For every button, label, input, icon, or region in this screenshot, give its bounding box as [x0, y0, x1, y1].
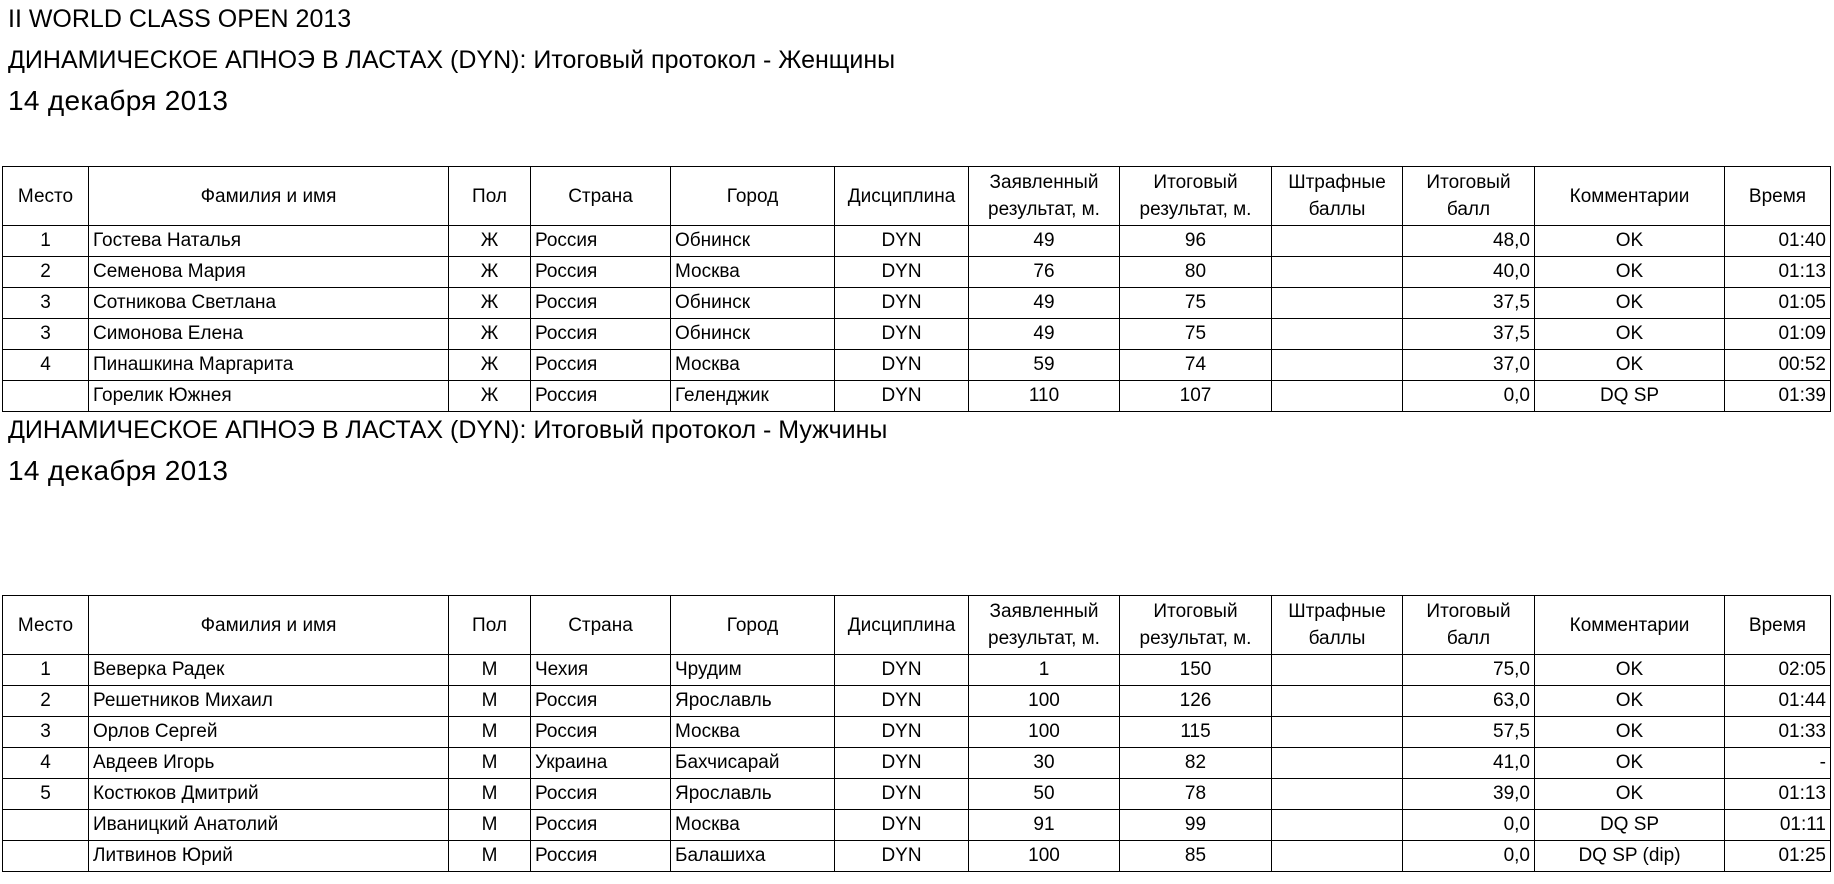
cell-place: 4 [3, 350, 89, 381]
cell-points: 48,0 [1403, 226, 1535, 257]
col-header-comments: Комментарии [1535, 596, 1725, 655]
cell-penalty [1272, 748, 1403, 779]
cell-penalty [1272, 350, 1403, 381]
cell-city: Геленджик [671, 381, 835, 412]
cell-place: 1 [3, 655, 89, 686]
cell-country: Россия [531, 350, 671, 381]
cell-declared: 59 [969, 350, 1120, 381]
cell-comment: OK [1535, 655, 1725, 686]
cell-points: 37,5 [1403, 319, 1535, 350]
cell-discipline: DYN [835, 841, 969, 872]
col-header-final [1120, 167, 1272, 226]
cell-penalty [1272, 381, 1403, 412]
table-row [3, 381, 1831, 412]
header-line: Итоговый [1153, 601, 1238, 622]
cell-sex: Ж [449, 319, 531, 350]
header-line: Заявленный [989, 601, 1099, 622]
cell-time: 02:05 [1725, 655, 1831, 686]
cell-place [3, 381, 89, 412]
cell-discipline: DYN [835, 257, 969, 288]
cell-name: Литвинов Юрий [89, 841, 449, 872]
header-line: Итоговый [1153, 172, 1238, 193]
cell-sex: Ж [449, 288, 531, 319]
col-header-place: Место [3, 596, 89, 655]
col-header-name: Фамилия и имя [89, 167, 449, 226]
cell-sex: М [449, 841, 531, 872]
cell-declared: 110 [969, 381, 1120, 412]
col-header-discipline: Дисциплина [835, 167, 969, 226]
cell-country: Россия [531, 841, 671, 872]
table-row [3, 257, 1831, 288]
cell-time: 01:09 [1725, 319, 1831, 350]
header-line: балл [1446, 199, 1491, 220]
cell-declared: 100 [969, 717, 1120, 748]
table-row [3, 841, 1831, 872]
cell-final: 99 [1120, 810, 1272, 841]
cell-sex: М [449, 810, 531, 841]
header-line: баллы [1308, 199, 1366, 220]
cell-time: 01:40 [1725, 226, 1831, 257]
cell-final: 82 [1120, 748, 1272, 779]
header-line: результат, м. [988, 628, 1100, 649]
cell-points: 0,0 [1403, 381, 1535, 412]
cell-country: Россия [531, 779, 671, 810]
cell-comment: OK [1535, 686, 1725, 717]
cell-name: Орлов Сергей [89, 717, 449, 748]
cell-country: Россия [531, 226, 671, 257]
cell-name: Костюков Дмитрий [89, 779, 449, 810]
cell-place: 3 [3, 319, 89, 350]
cell-time: 01:44 [1725, 686, 1831, 717]
cell-comment: DQ SP [1535, 381, 1725, 412]
cell-time: 01:13 [1725, 779, 1831, 810]
cell-sex: М [449, 686, 531, 717]
cell-sex: М [449, 748, 531, 779]
col-header-discipline: Дисциплина [835, 596, 969, 655]
cell-declared: 49 [969, 319, 1120, 350]
cell-comment: OK [1535, 288, 1725, 319]
cell-comment: OK [1535, 748, 1725, 779]
cell-sex: М [449, 655, 531, 686]
cell-penalty [1272, 226, 1403, 257]
cell-penalty [1272, 779, 1403, 810]
cell-time: 01:25 [1725, 841, 1831, 872]
cell-declared: 49 [969, 288, 1120, 319]
cell-name: Симонова Елена [89, 319, 449, 350]
cell-discipline: DYN [835, 748, 969, 779]
cell-place: 2 [3, 257, 89, 288]
col-header-points [1403, 167, 1535, 226]
cell-final: 75 [1120, 288, 1272, 319]
cell-comment: OK [1535, 350, 1725, 381]
header-line: результат, м. [1139, 628, 1252, 649]
cell-place: 2 [3, 686, 89, 717]
cell-name: Авдеев Игорь [89, 748, 449, 779]
cell-place [3, 810, 89, 841]
cell-final: 107 [1120, 381, 1272, 412]
cell-penalty [1272, 319, 1403, 350]
cell-final: 126 [1120, 686, 1272, 717]
header-line: баллы [1308, 628, 1366, 649]
cell-name: Решетников Михаил [89, 686, 449, 717]
header-row [3, 167, 1831, 226]
cell-city: Москва [671, 350, 835, 381]
cell-points: 63,0 [1403, 686, 1535, 717]
cell-city: Обнинск [671, 226, 835, 257]
cell-city: Балашиха [671, 841, 835, 872]
table-row [3, 779, 1831, 810]
cell-sex: Ж [449, 381, 531, 412]
cell-country: Россия [531, 717, 671, 748]
cell-discipline: DYN [835, 686, 969, 717]
cell-penalty [1272, 257, 1403, 288]
cell-country: Россия [531, 381, 671, 412]
cell-declared: 1 [969, 655, 1120, 686]
cell-penalty [1272, 686, 1403, 717]
men-section-heading: ДИНАМИЧЕСКОЕ АПНОЭ В ЛАСТАХ (DYN): Итоговый протокол - Мужчины [8, 416, 888, 444]
cell-penalty [1272, 288, 1403, 319]
cell-declared: 49 [969, 226, 1120, 257]
col-header-declared [969, 596, 1120, 655]
cell-final: 78 [1120, 779, 1272, 810]
cell-final: 85 [1120, 841, 1272, 872]
col-header-time: Время [1725, 167, 1831, 226]
col-header-declared [969, 167, 1120, 226]
table-row [3, 686, 1831, 717]
cell-city: Москва [671, 810, 835, 841]
cell-country: Россия [531, 810, 671, 841]
cell-city: Обнинск [671, 319, 835, 350]
men-section-date: 14 декабря 2013 [8, 455, 229, 486]
cell-discipline: DYN [835, 288, 969, 319]
cell-sex: Ж [449, 257, 531, 288]
cell-final: 150 [1120, 655, 1272, 686]
cell-city: Чрудим [671, 655, 835, 686]
cell-country: Чехия [531, 655, 671, 686]
cell-sex: Ж [449, 226, 531, 257]
cell-sex: М [449, 717, 531, 748]
col-header-comments: Комментарии [1535, 167, 1725, 226]
col-header-penalty [1272, 596, 1403, 655]
header-row [3, 596, 1831, 655]
cell-sex: М [449, 779, 531, 810]
cell-city: Ярославль [671, 779, 835, 810]
col-header-points [1403, 596, 1535, 655]
cell-city: Ярославль [671, 686, 835, 717]
cell-comment: OK [1535, 257, 1725, 288]
cell-discipline: DYN [835, 810, 969, 841]
cell-points: 40,0 [1403, 257, 1535, 288]
col-header-time: Время [1725, 596, 1831, 655]
table-row [3, 319, 1831, 350]
cell-country: Россия [531, 257, 671, 288]
col-header-city: Город [671, 596, 835, 655]
cell-comment: DQ SP (dip) [1535, 841, 1725, 872]
women-section-date: 14 декабря 2013 [8, 85, 229, 116]
cell-final: 96 [1120, 226, 1272, 257]
cell-time: - [1725, 748, 1831, 779]
cell-time: 01:33 [1725, 717, 1831, 748]
cell-time: 00:52 [1725, 350, 1831, 381]
cell-name: Иваницкий Анатолий [89, 810, 449, 841]
cell-discipline: DYN [835, 226, 969, 257]
cell-comment: DQ SP [1535, 810, 1725, 841]
cell-declared: 30 [969, 748, 1120, 779]
cell-penalty [1272, 655, 1403, 686]
cell-declared: 100 [969, 841, 1120, 872]
cell-points: 75,0 [1403, 655, 1535, 686]
cell-points: 41,0 [1403, 748, 1535, 779]
cell-discipline: DYN [835, 779, 969, 810]
cell-final: 74 [1120, 350, 1272, 381]
cell-country: Украина [531, 748, 671, 779]
women-results-table [2, 166, 1831, 412]
cell-place: 4 [3, 748, 89, 779]
header-line: Заявленный [989, 172, 1099, 193]
header-line: результат, м. [1139, 199, 1252, 220]
cell-final: 80 [1120, 257, 1272, 288]
cell-place: 3 [3, 288, 89, 319]
cell-time: 01:05 [1725, 288, 1831, 319]
header-line: Итоговый [1426, 172, 1511, 193]
cell-points: 39,0 [1403, 779, 1535, 810]
cell-time: 01:39 [1725, 381, 1831, 412]
cell-declared: 100 [969, 686, 1120, 717]
header-line: Итоговый [1426, 601, 1511, 622]
col-header-sex: Пол [449, 167, 531, 226]
col-header-country: Страна [531, 167, 671, 226]
table-row [3, 717, 1831, 748]
cell-discipline: DYN [835, 655, 969, 686]
table-row [3, 748, 1831, 779]
cell-comment: OK [1535, 319, 1725, 350]
header-line: Штрафные [1288, 601, 1386, 622]
col-header-sex: Пол [449, 596, 531, 655]
cell-points: 0,0 [1403, 841, 1535, 872]
col-header-name: Фамилия и имя [89, 596, 449, 655]
cell-country: Россия [531, 288, 671, 319]
cell-points: 37,5 [1403, 288, 1535, 319]
cell-city: Обнинск [671, 288, 835, 319]
table-row [3, 226, 1831, 257]
cell-city: Москва [671, 257, 835, 288]
cell-country: Россия [531, 686, 671, 717]
cell-name: Веверка Радек [89, 655, 449, 686]
cell-place [3, 841, 89, 872]
men-results-table [2, 595, 1831, 872]
cell-final: 115 [1120, 717, 1272, 748]
col-header-city: Город [671, 167, 835, 226]
col-header-country: Страна [531, 596, 671, 655]
col-header-place: Место [3, 167, 89, 226]
cell-comment: OK [1535, 717, 1725, 748]
cell-name: Гостева Наталья [89, 226, 449, 257]
cell-name: Семенова Мария [89, 257, 449, 288]
cell-declared: 91 [969, 810, 1120, 841]
col-header-penalty [1272, 167, 1403, 226]
women-section-heading: ДИНАМИЧЕСКОЕ АПНОЭ В ЛАСТАХ (DYN): Итоговый протокол - Женщины [8, 46, 896, 74]
cell-city: Москва [671, 717, 835, 748]
cell-country: Россия [531, 319, 671, 350]
cell-discipline: DYN [835, 319, 969, 350]
cell-comment: OK [1535, 779, 1725, 810]
cell-points: 57,5 [1403, 717, 1535, 748]
cell-comment: OK [1535, 226, 1725, 257]
cell-points: 0,0 [1403, 810, 1535, 841]
cell-city: Бахчисарай [671, 748, 835, 779]
event-title: II WORLD CLASS OPEN 2013 [8, 5, 352, 33]
cell-place: 3 [3, 717, 89, 748]
cell-time: 01:13 [1725, 257, 1831, 288]
table-row [3, 810, 1831, 841]
header-line: балл [1446, 628, 1491, 649]
cell-penalty [1272, 717, 1403, 748]
cell-name: Пинашкина Маргарита [89, 350, 449, 381]
cell-place: 1 [3, 226, 89, 257]
cell-sex: Ж [449, 350, 531, 381]
cell-declared: 76 [969, 257, 1120, 288]
header-line: Штрафные [1288, 172, 1386, 193]
cell-discipline: DYN [835, 350, 969, 381]
table-row [3, 288, 1831, 319]
col-header-final [1120, 596, 1272, 655]
cell-final: 75 [1120, 319, 1272, 350]
cell-discipline: DYN [835, 381, 969, 412]
cell-name: Горелик Южнея [89, 381, 449, 412]
cell-place: 5 [3, 779, 89, 810]
cell-points: 37,0 [1403, 350, 1535, 381]
cell-name: Сотникова Светлана [89, 288, 449, 319]
table-row [3, 350, 1831, 381]
cell-penalty [1272, 841, 1403, 872]
table-row [3, 655, 1831, 686]
cell-declared: 50 [969, 779, 1120, 810]
cell-penalty [1272, 810, 1403, 841]
cell-discipline: DYN [835, 717, 969, 748]
cell-time: 01:11 [1725, 810, 1831, 841]
header-line: результат, м. [988, 199, 1100, 220]
